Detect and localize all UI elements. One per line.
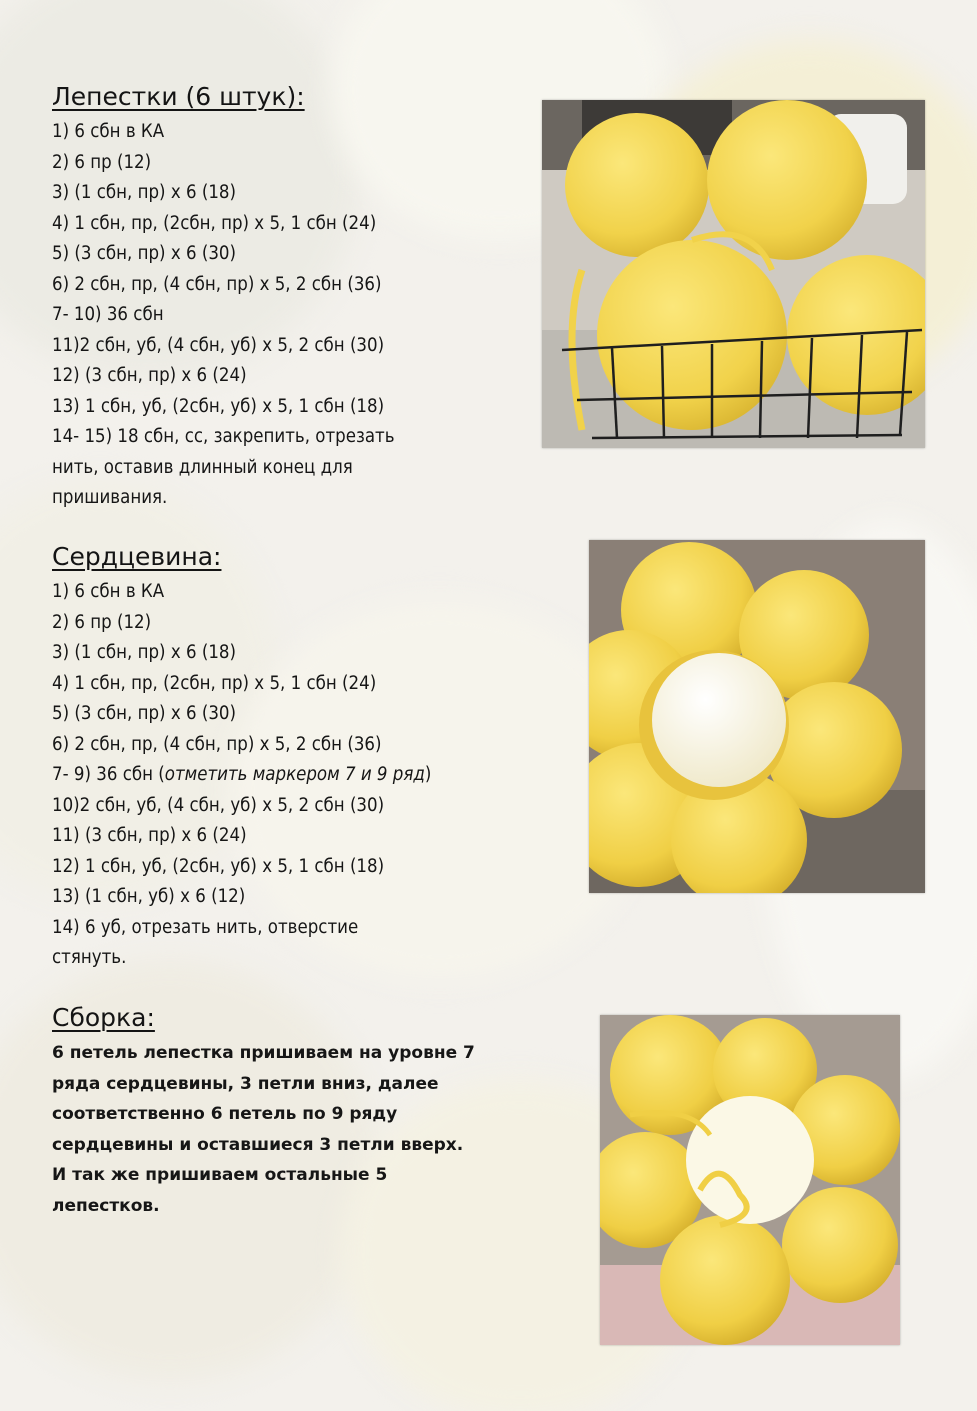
core-step: 11) (3 сбн, пр) х 6 (24) bbox=[52, 825, 247, 846]
core-step: 13) (1 сбн, уб) х 6 (12) bbox=[52, 886, 246, 907]
core-step: 5) (3 сбн, пр) х 6 (30) bbox=[52, 703, 236, 724]
petals-step: 6) 2 сбн, пр, (4 сбн, пр) х 5, 2 сбн (36) bbox=[52, 273, 382, 295]
core-step: 1) 6 сбн в КА bbox=[52, 581, 165, 602]
core-step: 12) 1 сбн, уб, (2сбн, уб) х 5, 1 сбн (18) bbox=[52, 855, 385, 877]
assembly-line: сердцевины и оставшиеся 3 петли вверх. bbox=[52, 1134, 464, 1155]
petals-step: 3) (1 сбн, пр) х 6 (18) bbox=[52, 182, 236, 203]
petals-step: 11)2 сбн, уб, (4 сбн, уб) х 5, 2 сбн (30) bbox=[52, 334, 385, 356]
assembly-line: соответственно 6 петель по 9 ряду bbox=[52, 1104, 398, 1124]
petals-step: 13) 1 сбн, уб, (2сбн, уб) х 5, 1 сбн (18) bbox=[52, 395, 385, 417]
assembly-text bbox=[52, 1038, 475, 1221]
petals-title: Лепестки (6 штук): bbox=[52, 82, 305, 111]
assembly-line: ряда сердцевины, 3 петли вниз, далее bbox=[52, 1073, 439, 1094]
assembly-line: лепестков. bbox=[52, 1195, 160, 1216]
core-step: 2) 6 пр (12) bbox=[52, 611, 152, 633]
petals-steps bbox=[52, 117, 395, 514]
petals-step: 2) 6 пр (12) bbox=[52, 151, 152, 173]
core-step-7-note: отметить маркером 7 и 9 ряд bbox=[164, 764, 425, 785]
core-step: стянуть. bbox=[52, 947, 127, 968]
assembly-line: И так же пришиваем остальные 5 bbox=[52, 1165, 388, 1185]
petals-step: пришивания. bbox=[52, 487, 168, 508]
core-step: 4) 1 сбн, пр, (2сбн, пр) х 5, 1 сбн (24) bbox=[52, 672, 377, 694]
core-step: 6) 2 сбн, пр, (4 сбн, пр) х 5, 2 сбн (36) bbox=[52, 733, 382, 755]
core-step: 10)2 сбн, уб, (4 сбн, уб) х 5, 2 сбн (30) bbox=[52, 794, 385, 816]
core-step-7-close: ) bbox=[424, 764, 432, 785]
petals-step: 5) (3 сбн, пр) х 6 (30) bbox=[52, 243, 236, 264]
petals-step: нить, оставив длинный конец для bbox=[52, 456, 353, 478]
assembly-title: Сборка: bbox=[52, 1003, 155, 1032]
petals-step: 4) 1 сбн, пр, (2сбн, пр) х 5, 1 сбн (24) bbox=[52, 212, 377, 234]
photo-petals-basket bbox=[542, 100, 925, 448]
petals-step: 14- 15) 18 сбн, сс, закрепить, отрезать bbox=[52, 426, 395, 447]
assembly-line: 6 петель лепестка пришиваем на уровне 7 bbox=[52, 1043, 475, 1063]
core-title: Сердцевина: bbox=[52, 542, 222, 571]
core-step: 14) 6 уб, отрезать нить, отверстие bbox=[52, 916, 359, 938]
core-step-7 bbox=[52, 760, 431, 791]
photo-flower-assembled bbox=[589, 540, 925, 893]
petals-step: 12) (3 сбн, пр) х 6 (24) bbox=[52, 365, 247, 386]
petals-step: 1) 6 сбн в КА bbox=[52, 121, 165, 142]
core-steps bbox=[52, 577, 431, 974]
petals-step: 7- 10) 36 сбн bbox=[52, 304, 164, 325]
photo-flower-assembly bbox=[600, 1015, 900, 1345]
core-step: 3) (1 сбн, пр) х 6 (18) bbox=[52, 642, 236, 663]
core-step-7-text: 7- 9) 36 сбн ( bbox=[52, 764, 165, 785]
